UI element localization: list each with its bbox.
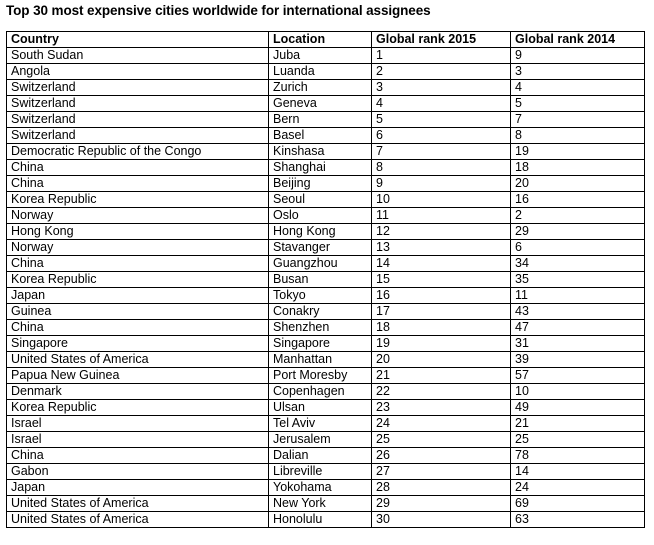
cell-location: Port Moresby — [269, 368, 372, 384]
cell-rank-2015: 1 — [372, 48, 511, 64]
cell-rank-2014: 57 — [511, 368, 645, 384]
cell-country: Korea Republic — [7, 400, 269, 416]
table-row — [7, 272, 645, 288]
cell-country: Switzerland — [7, 80, 269, 96]
cell-rank-2015: 5 — [372, 112, 511, 128]
cell-rank-2015: 30 — [372, 512, 511, 528]
cell-location: Kinshasa — [269, 144, 372, 160]
cell-rank-2014: 24 — [511, 480, 645, 496]
cell-location: Juba — [269, 48, 372, 64]
cell-rank-2015: 13 — [372, 240, 511, 256]
table-row — [7, 416, 645, 432]
cell-rank-2015: 8 — [372, 160, 511, 176]
table-row — [7, 80, 645, 96]
cell-rank-2015: 12 — [372, 224, 511, 240]
cell-rank-2015: 10 — [372, 192, 511, 208]
cell-location: Honolulu — [269, 512, 372, 528]
cell-rank-2015: 16 — [372, 288, 511, 304]
cell-rank-2014: 49 — [511, 400, 645, 416]
cell-location: Conakry — [269, 304, 372, 320]
cell-rank-2015: 14 — [372, 256, 511, 272]
cell-location: Manhattan — [269, 352, 372, 368]
cell-country: Korea Republic — [7, 272, 269, 288]
cell-rank-2014: 34 — [511, 256, 645, 272]
cell-country: Switzerland — [7, 96, 269, 112]
cell-rank-2015: 22 — [372, 384, 511, 400]
cell-location: Singapore — [269, 336, 372, 352]
cell-rank-2014: 21 — [511, 416, 645, 432]
cell-rank-2014: 18 — [511, 160, 645, 176]
cell-location: Shenzhen — [269, 320, 372, 336]
cell-country: Papua New Guinea — [7, 368, 269, 384]
cities-table — [6, 31, 645, 528]
table-title: Top 30 most expensive cities worldwide for international assignees — [6, 3, 431, 18]
cell-rank-2015: 20 — [372, 352, 511, 368]
column-header-country: Country — [7, 32, 269, 48]
cell-location: Ulsan — [269, 400, 372, 416]
cell-rank-2014: 14 — [511, 464, 645, 480]
cell-country: Singapore — [7, 336, 269, 352]
cell-rank-2014: 29 — [511, 224, 645, 240]
cell-country: Israel — [7, 432, 269, 448]
cell-rank-2015: 26 — [372, 448, 511, 464]
table-row — [7, 464, 645, 480]
table-row — [7, 48, 645, 64]
cell-location: Seoul — [269, 192, 372, 208]
column-header-rank-2015: Global rank 2015 — [372, 32, 511, 48]
cell-rank-2014: 35 — [511, 272, 645, 288]
table-row — [7, 352, 645, 368]
cell-rank-2015: 28 — [372, 480, 511, 496]
cell-country: Israel — [7, 416, 269, 432]
table-row — [7, 368, 645, 384]
cell-country: United States of America — [7, 512, 269, 528]
cell-rank-2014: 7 — [511, 112, 645, 128]
cell-country: Guinea — [7, 304, 269, 320]
cell-location: Hong Kong — [269, 224, 372, 240]
cell-country: China — [7, 448, 269, 464]
cell-rank-2014: 3 — [511, 64, 645, 80]
cell-country: United States of America — [7, 496, 269, 512]
cell-country: Hong Kong — [7, 224, 269, 240]
cell-country: Gabon — [7, 464, 269, 480]
cell-location: Jerusalem — [269, 432, 372, 448]
cell-location: Guangzhou — [269, 256, 372, 272]
cell-rank-2014: 39 — [511, 352, 645, 368]
cell-rank-2014: 47 — [511, 320, 645, 336]
table-body — [7, 48, 645, 528]
cell-rank-2015: 15 — [372, 272, 511, 288]
cell-rank-2015: 11 — [372, 208, 511, 224]
table-row — [7, 96, 645, 112]
table-row — [7, 384, 645, 400]
cell-rank-2015: 4 — [372, 96, 511, 112]
cell-rank-2015: 29 — [372, 496, 511, 512]
cell-rank-2015: 27 — [372, 464, 511, 480]
cell-country: Norway — [7, 208, 269, 224]
table-row — [7, 496, 645, 512]
cell-rank-2015: 17 — [372, 304, 511, 320]
cell-rank-2015: 18 — [372, 320, 511, 336]
cell-rank-2015: 2 — [372, 64, 511, 80]
cell-rank-2014: 25 — [511, 432, 645, 448]
cell-rank-2015: 24 — [372, 416, 511, 432]
cell-location: Tokyo — [269, 288, 372, 304]
table-row — [7, 240, 645, 256]
cell-rank-2015: 3 — [372, 80, 511, 96]
cell-location: Basel — [269, 128, 372, 144]
cell-rank-2015: 9 — [372, 176, 511, 192]
cell-location: Copenhagen — [269, 384, 372, 400]
cell-country: Denmark — [7, 384, 269, 400]
cell-rank-2014: 4 — [511, 80, 645, 96]
cell-rank-2014: 63 — [511, 512, 645, 528]
cell-location: Geneva — [269, 96, 372, 112]
cell-rank-2015: 19 — [372, 336, 511, 352]
cell-rank-2014: 9 — [511, 48, 645, 64]
cell-rank-2015: 23 — [372, 400, 511, 416]
cell-country: Korea Republic — [7, 192, 269, 208]
cell-rank-2014: 19 — [511, 144, 645, 160]
header-row — [7, 32, 645, 48]
cell-rank-2014: 5 — [511, 96, 645, 112]
table-row — [7, 128, 645, 144]
cell-rank-2015: 21 — [372, 368, 511, 384]
table-row — [7, 224, 645, 240]
cell-rank-2014: 78 — [511, 448, 645, 464]
cell-location: New York — [269, 496, 372, 512]
table-row — [7, 480, 645, 496]
cell-rank-2014: 10 — [511, 384, 645, 400]
table-row — [7, 448, 645, 464]
cell-country: Switzerland — [7, 128, 269, 144]
cell-location: Oslo — [269, 208, 372, 224]
table-row — [7, 304, 645, 320]
cell-country: Angola — [7, 64, 269, 80]
cell-country: China — [7, 160, 269, 176]
cell-rank-2014: 2 — [511, 208, 645, 224]
cell-rank-2014: 16 — [511, 192, 645, 208]
cell-country: Japan — [7, 288, 269, 304]
cell-country: China — [7, 320, 269, 336]
table-row — [7, 176, 645, 192]
cell-rank-2015: 25 — [372, 432, 511, 448]
table-row — [7, 320, 645, 336]
table-row — [7, 208, 645, 224]
cell-location: Libreville — [269, 464, 372, 480]
cell-rank-2014: 8 — [511, 128, 645, 144]
cell-country: Democratic Republic of the Congo — [7, 144, 269, 160]
cell-location: Stavanger — [269, 240, 372, 256]
cell-location: Beijing — [269, 176, 372, 192]
cell-country: South Sudan — [7, 48, 269, 64]
cell-location: Zurich — [269, 80, 372, 96]
table-row — [7, 112, 645, 128]
cell-rank-2015: 7 — [372, 144, 511, 160]
cell-location: Busan — [269, 272, 372, 288]
table-row — [7, 160, 645, 176]
cell-location: Bern — [269, 112, 372, 128]
table-row — [7, 432, 645, 448]
cell-country: China — [7, 176, 269, 192]
table-row — [7, 400, 645, 416]
cell-location: Tel Aviv — [269, 416, 372, 432]
cell-rank-2014: 11 — [511, 288, 645, 304]
column-header-rank-2014: Global rank 2014 — [511, 32, 645, 48]
cell-country: Norway — [7, 240, 269, 256]
table-row — [7, 192, 645, 208]
table-row — [7, 256, 645, 272]
table-row — [7, 144, 645, 160]
table-row — [7, 64, 645, 80]
column-header-location: Location — [269, 32, 372, 48]
cell-rank-2014: 6 — [511, 240, 645, 256]
cell-country: China — [7, 256, 269, 272]
cell-rank-2014: 20 — [511, 176, 645, 192]
cell-rank-2014: 69 — [511, 496, 645, 512]
cell-rank-2015: 6 — [372, 128, 511, 144]
cell-location: Luanda — [269, 64, 372, 80]
table-row — [7, 288, 645, 304]
cell-country: Switzerland — [7, 112, 269, 128]
cell-location: Shanghai — [269, 160, 372, 176]
cell-country: United States of America — [7, 352, 269, 368]
cell-country: Japan — [7, 480, 269, 496]
cell-rank-2014: 31 — [511, 336, 645, 352]
cell-location: Yokohama — [269, 480, 372, 496]
table-row — [7, 336, 645, 352]
table-row — [7, 512, 645, 528]
cell-location: Dalian — [269, 448, 372, 464]
cell-rank-2014: 43 — [511, 304, 645, 320]
